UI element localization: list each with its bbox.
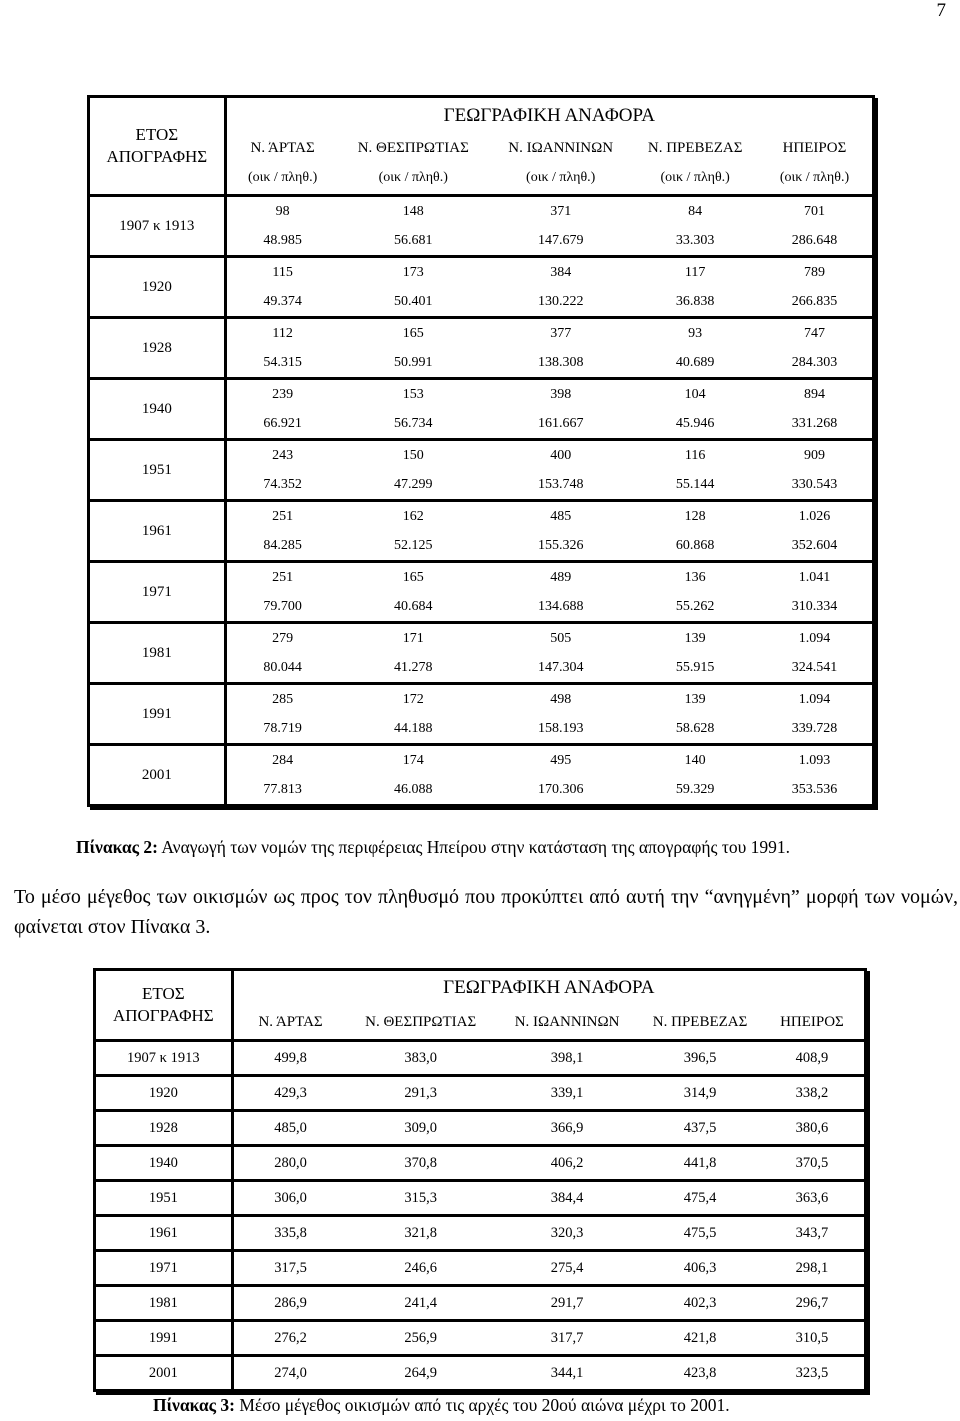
average-size-cell: 296,7: [760, 1286, 866, 1321]
average-size-cell: 320,3: [494, 1216, 640, 1251]
average-size-cell: 370,5: [760, 1146, 866, 1181]
average-size-cell: 309,0: [347, 1111, 493, 1146]
population-cell: 56.734: [339, 409, 488, 440]
table3-caption: [153, 1395, 730, 1416]
settlements-cell: 174: [402, 752, 424, 768]
year-cell: 1971: [89, 562, 226, 623]
average-size-cell: 398,1: [494, 1041, 640, 1076]
settlements-population-table: [87, 95, 875, 807]
geo-reference-title: ΓΕΩΓΡΑΦΙΚΗ ΑΝΑΦΟΡΑ: [443, 105, 656, 126]
population-cell: 266.835: [757, 287, 874, 318]
unit-label: (οικ / πληθ.): [633, 162, 757, 196]
population-cell: 58.628: [633, 714, 757, 745]
average-size-cell: 343,7: [760, 1216, 866, 1251]
population-cell: 40.684: [339, 592, 488, 623]
year-cell: 1928: [89, 318, 226, 379]
average-size-cell: 499,8: [232, 1041, 347, 1076]
population-cell: 339.728: [757, 714, 874, 745]
average-settlement-size-table: [93, 968, 867, 1392]
average-size-cell: 314,9: [640, 1076, 760, 1111]
settlements-cell: 498: [550, 691, 572, 707]
population-cell: 50.991: [339, 348, 488, 379]
population-cell: 310.334: [757, 592, 874, 623]
population-cell: 52.125: [339, 531, 488, 562]
table-row: [95, 1216, 866, 1251]
settlements-cell: 150: [402, 447, 424, 463]
year-cell: 1920: [89, 257, 226, 318]
population-cell: 331.268: [757, 409, 874, 440]
average-size-cell: 286,9: [232, 1286, 347, 1321]
caption-label: Πίνακας 3:: [153, 1395, 235, 1415]
average-size-cell: 274,0: [232, 1356, 347, 1391]
population-cell: 45.946: [633, 409, 757, 440]
column-header: ΗΠΕΙΡΟΣ: [760, 1005, 866, 1041]
year-header-line: ΑΠΟΓΡΑΦΗΣ: [106, 147, 208, 166]
population-cell: 353.536: [757, 775, 874, 806]
average-size-cell: 241,4: [347, 1286, 493, 1321]
average-size-cell: 396,5: [640, 1041, 760, 1076]
column-header: Ν. ΘΕΣΠΡΩΤΙΑΣ: [347, 1005, 493, 1041]
settlements-cell: 136: [684, 569, 706, 585]
average-size-cell: 264,9: [347, 1356, 493, 1391]
unit-label: (οικ / πληθ.): [488, 162, 633, 196]
year-cell: 1981: [95, 1286, 233, 1321]
settlements-cell: 117: [684, 264, 706, 280]
table-row: [95, 1286, 866, 1321]
year-cell: 1928: [95, 1111, 233, 1146]
population-cell: 147.679: [488, 226, 633, 257]
population-cell: 130.222: [488, 287, 633, 318]
year-cell: 1981: [89, 623, 226, 684]
year-header-line: ΕΤΟΣ: [142, 984, 185, 1003]
settlements-cell: 98: [275, 203, 290, 219]
settlements-cell: 489: [550, 569, 572, 585]
table-row: [89, 684, 874, 715]
geo-reference-title: ΓΕΩΓΡΑΦΙΚΗ ΑΝΑΦΟΡΑ: [443, 977, 655, 998]
table-row: [89, 440, 874, 471]
population-cell: 48.985: [225, 226, 338, 257]
population-cell: 59.329: [633, 775, 757, 806]
year-cell: 1940: [89, 379, 226, 440]
average-size-cell: 291,3: [347, 1076, 493, 1111]
year-cell: 1951: [95, 1181, 233, 1216]
population-cell: 324.541: [757, 653, 874, 684]
table-row: [89, 623, 874, 654]
average-size-cell: 298,1: [760, 1251, 866, 1286]
population-cell: 78.719: [225, 714, 338, 745]
population-cell: 147.304: [488, 653, 633, 684]
column-header: Ν. ΠΡΕΒΕΖΑΣ: [647, 139, 743, 156]
table-row: [89, 501, 874, 532]
settlements-cell: 285: [272, 691, 294, 707]
average-size-cell: 344,1: [494, 1356, 640, 1391]
average-size-cell: 475,5: [640, 1216, 760, 1251]
year-cell: 1961: [95, 1216, 233, 1251]
year-cell: 1951: [89, 440, 226, 501]
table-row: [89, 318, 874, 349]
column-header: Ν. ΘΕΣΠΡΩΤΙΑΣ: [357, 139, 469, 156]
settlements-cell: 384: [550, 264, 572, 280]
average-size-cell: 406,3: [640, 1251, 760, 1286]
unit-label: (οικ / πληθ.): [225, 162, 338, 196]
population-cell: 134.688: [488, 592, 633, 623]
average-size-cell: 406,2: [494, 1146, 640, 1181]
population-cell: 66.921: [225, 409, 338, 440]
column-header: Ν. ΙΩΑΝΝΙΝΩΝ: [508, 139, 614, 156]
population-cell: 84.285: [225, 531, 338, 562]
settlements-cell: 398: [550, 386, 572, 402]
average-size-cell: 408,9: [760, 1041, 866, 1076]
settlements-cell: 1.094: [798, 630, 831, 646]
average-size-cell: 246,6: [347, 1251, 493, 1286]
settlements-cell: 505: [550, 630, 572, 646]
settlements-cell: 128: [684, 508, 706, 524]
settlements-cell: 112: [272, 325, 293, 341]
year-cell: 1907 κ 1913: [89, 196, 226, 257]
average-size-cell: 423,8: [640, 1356, 760, 1391]
column-header: ΗΠΕΙΡΟΣ: [782, 139, 847, 156]
settlements-cell: 243: [272, 447, 294, 463]
table-row: [89, 196, 874, 227]
population-cell: 284.303: [757, 348, 874, 379]
average-size-cell: 485,0: [232, 1111, 347, 1146]
settlements-cell: 377: [550, 325, 572, 341]
settlements-cell: 485: [550, 508, 572, 524]
average-size-cell: 306,0: [232, 1181, 347, 1216]
year-header-line: ΑΠΟΓΡΑΦΗΣ: [112, 1006, 214, 1025]
settlements-cell: 279: [272, 630, 294, 646]
settlements-cell: 165: [402, 569, 424, 585]
caption-label: Πίνακας 2:: [76, 837, 158, 857]
year-cell: 2001: [89, 745, 226, 806]
table-row: [95, 1076, 866, 1111]
table-row: [89, 257, 874, 288]
population-cell: 46.088: [339, 775, 488, 806]
population-cell: 41.278: [339, 653, 488, 684]
average-size-cell: 339,1: [494, 1076, 640, 1111]
table2-caption: [76, 837, 790, 858]
average-size-cell: 280,0: [232, 1146, 347, 1181]
population-cell: 40.689: [633, 348, 757, 379]
settlements-cell: 701: [803, 203, 825, 219]
settlements-cell: 139: [684, 691, 706, 707]
average-size-cell: 363,6: [760, 1181, 866, 1216]
average-size-cell: 437,5: [640, 1111, 760, 1146]
average-size-cell: 317,5: [232, 1251, 347, 1286]
year-cell: 2001: [95, 1356, 233, 1391]
average-size-cell: 383,0: [347, 1041, 493, 1076]
population-cell: 33.303: [633, 226, 757, 257]
population-cell: 55.144: [633, 470, 757, 501]
population-cell: 36.838: [633, 287, 757, 318]
settlements-cell: 747: [803, 325, 825, 341]
year-header: [95, 970, 233, 1041]
average-size-cell: 429,3: [232, 1076, 347, 1111]
average-size-cell: 323,5: [760, 1356, 866, 1391]
settlements-cell: 171: [402, 630, 424, 646]
population-cell: 80.044: [225, 653, 338, 684]
population-cell: 79.700: [225, 592, 338, 623]
settlements-cell: 400: [550, 447, 572, 463]
unit-label: (οικ / πληθ.): [339, 162, 488, 196]
unit-label: (οικ / πληθ.): [757, 162, 874, 196]
settlements-cell: 789: [803, 264, 825, 280]
average-size-cell: 384,4: [494, 1181, 640, 1216]
population-cell: 60.868: [633, 531, 757, 562]
settlements-cell: 165: [402, 325, 424, 341]
settlements-cell: 495: [550, 752, 572, 768]
population-cell: 161.667: [488, 409, 633, 440]
population-cell: 54.315: [225, 348, 338, 379]
average-size-cell: 370,8: [347, 1146, 493, 1181]
settlements-cell: 148: [402, 203, 424, 219]
settlements-cell: 139: [684, 630, 706, 646]
table-row: [95, 1111, 866, 1146]
settlements-cell: 371: [550, 203, 572, 219]
settlements-cell: 909: [803, 447, 825, 463]
year-cell: 1940: [95, 1146, 233, 1181]
population-cell: 47.299: [339, 470, 488, 501]
settlements-cell: 173: [402, 264, 424, 280]
population-cell: 158.193: [488, 714, 633, 745]
settlements-cell: 172: [402, 691, 424, 707]
year-cell: 1971: [95, 1251, 233, 1286]
average-size-cell: 321,8: [347, 1216, 493, 1251]
caption-text: Μέσο μέγεθος οικισμών από τις αρχές του 20ού αιώνα μέχρι το 2001.: [234, 1395, 730, 1415]
average-size-cell: 402,3: [640, 1286, 760, 1321]
settlements-cell: 284: [272, 752, 294, 768]
settlements-cell: 1.093: [798, 752, 831, 768]
settlements-cell: 104: [684, 386, 706, 402]
year-header: [89, 97, 226, 196]
population-cell: 50.401: [339, 287, 488, 318]
table-row: [95, 1321, 866, 1356]
settlements-cell: 140: [684, 752, 706, 768]
population-cell: 286.648: [757, 226, 874, 257]
average-size-cell: 421,8: [640, 1321, 760, 1356]
average-size-cell: 317,7: [494, 1321, 640, 1356]
population-cell: 55.915: [633, 653, 757, 684]
settlements-cell: 93: [688, 325, 703, 341]
year-header-line: ΕΤΟΣ: [135, 125, 179, 144]
body-paragraph: Το μέσο μέγεθος των οικισμών ως προς τον πληθυσμό που προκύπτει από αυτή την “ανηγμένη” μορφή των νομών, φαίνεται στον Πίνακα 3.: [14, 886, 958, 938]
year-cell: 1907 κ 1913: [95, 1041, 233, 1076]
population-cell: 330.543: [757, 470, 874, 501]
average-size-cell: 291,7: [494, 1286, 640, 1321]
caption-text: Αναγωγή των νομών της περιφέρειας Ηπείρου στην κατάσταση της απογραφής του 1991.: [157, 837, 791, 857]
population-cell: 56.681: [339, 226, 488, 257]
settlements-cell: 115: [272, 264, 293, 280]
average-size-cell: 441,8: [640, 1146, 760, 1181]
population-cell: 49.374: [225, 287, 338, 318]
population-cell: 352.604: [757, 531, 874, 562]
table-row: [95, 1041, 866, 1076]
settlements-cell: 239: [272, 386, 294, 402]
table-row: [89, 745, 874, 776]
column-header: Ν. ΆΡΤΑΣ: [232, 1005, 347, 1041]
settlements-cell: 251: [272, 508, 294, 524]
settlements-cell: 894: [803, 386, 825, 402]
population-cell: 138.308: [488, 348, 633, 379]
table-row: [95, 1251, 866, 1286]
table-row: [95, 1181, 866, 1216]
population-cell: 153.748: [488, 470, 633, 501]
settlements-cell: 1.094: [798, 691, 831, 707]
settlements-cell: 1.041: [798, 569, 831, 585]
settlements-cell: 162: [402, 508, 424, 524]
settlements-cell: 251: [272, 569, 294, 585]
year-cell: 1961: [89, 501, 226, 562]
population-cell: 170.306: [488, 775, 633, 806]
population-cell: 44.188: [339, 714, 488, 745]
year-cell: 1991: [95, 1321, 233, 1356]
table-row: [95, 1146, 866, 1181]
average-size-cell: 275,4: [494, 1251, 640, 1286]
average-size-cell: 366,9: [494, 1111, 640, 1146]
page-number: 7: [936, 0, 946, 21]
year-cell: 1920: [95, 1076, 233, 1111]
population-cell: 77.813: [225, 775, 338, 806]
year-cell: 1991: [89, 684, 226, 745]
settlements-cell: 1.026: [798, 508, 831, 524]
column-header: Ν. ΠΡΕΒΕΖΑΣ: [640, 1005, 760, 1041]
table-row: [89, 379, 874, 410]
average-size-cell: 338,2: [760, 1076, 866, 1111]
table-row: [95, 1356, 866, 1391]
settlements-cell: 84: [688, 203, 703, 219]
population-cell: 55.262: [633, 592, 757, 623]
average-size-cell: 276,2: [232, 1321, 347, 1356]
average-size-cell: 335,8: [232, 1216, 347, 1251]
average-size-cell: 380,6: [760, 1111, 866, 1146]
column-header: Ν. ΆΡΤΑΣ: [250, 139, 315, 156]
population-cell: 155.326: [488, 531, 633, 562]
table-row: [89, 562, 874, 593]
average-size-cell: 310,5: [760, 1321, 866, 1356]
column-header: Ν. ΙΩΑΝΝΙΝΩΝ: [494, 1005, 640, 1041]
average-size-cell: 256,9: [347, 1321, 493, 1356]
average-size-cell: 475,4: [640, 1181, 760, 1216]
settlements-cell: 153: [402, 386, 424, 402]
settlements-cell: 116: [684, 447, 706, 463]
average-size-cell: 315,3: [347, 1181, 493, 1216]
population-cell: 74.352: [225, 470, 338, 501]
